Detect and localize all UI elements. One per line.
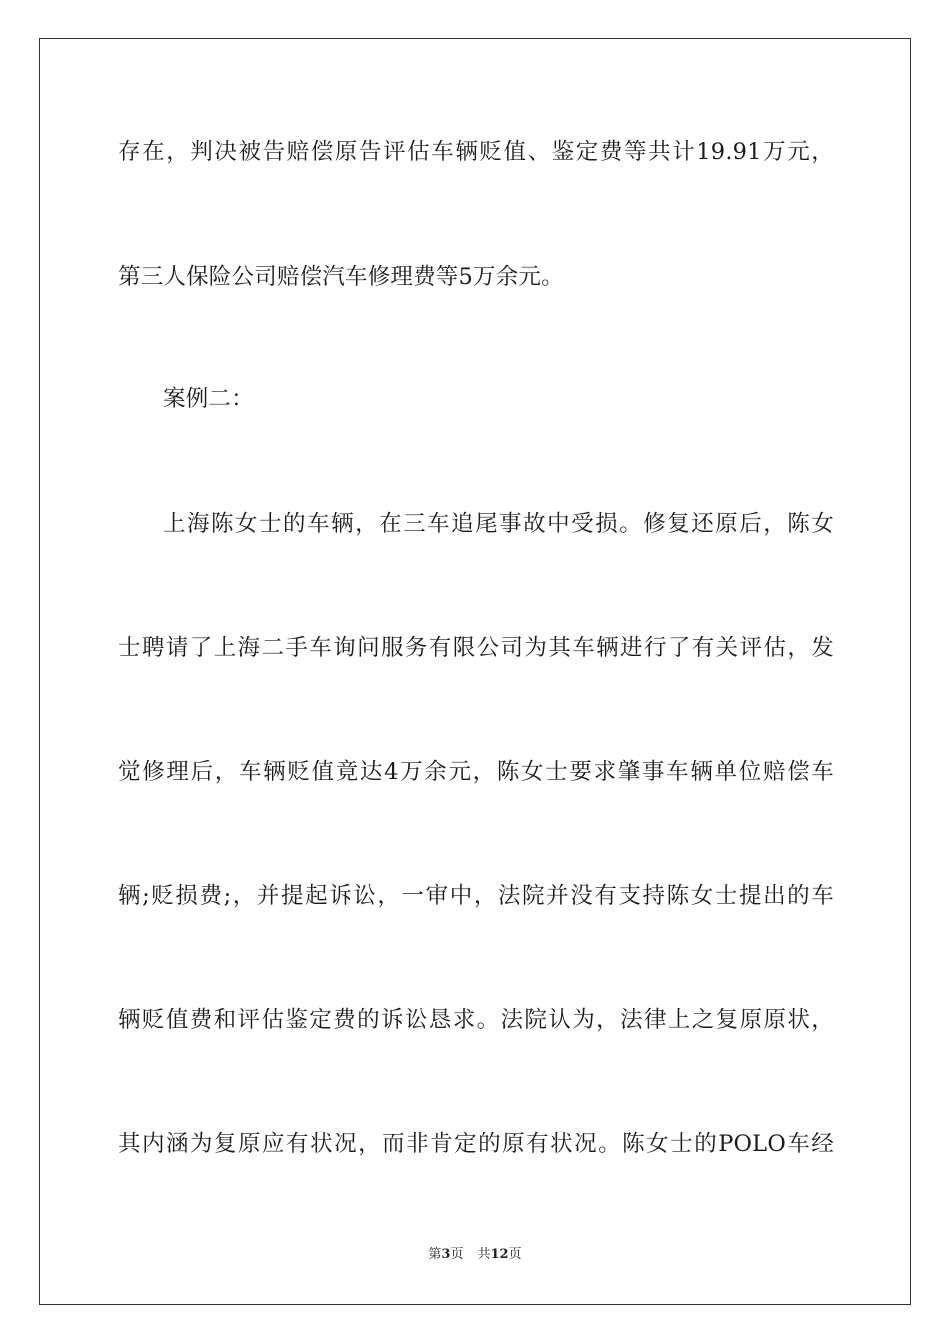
section-heading-case-two: 案例二： [163,386,254,412]
page-border [39,38,911,1305]
text-line-6: 觉修理后，车辆贬值竟达4万余元，陈女士要求肇事车辆单位赔偿车 [118,759,834,785]
text-line-1: 存在，判决被告赔偿原告评估车辆贬值、鉴定费等共计19.91万元， [118,139,834,165]
text-line-7: 辆;贬损费;，并提起诉讼，一审中，法院并没有支持陈女士提出的车 [118,883,834,909]
text-line-2: 第三人保险公司赔偿汽车修理费等5万余元。 [118,264,564,290]
page-footer [0,1246,950,1264]
text-line-9: 其内涵为复原应有状况，而非肯定的原有状况。陈女士的POLO车经 [118,1131,834,1157]
total-prefix: 共 [477,1247,491,1262]
page-prefix: 第 [428,1247,442,1262]
text-line-4: 上海陈女士的车辆，在三车追尾事故中受损。修复还原后，陈女 [163,511,834,537]
text-line-5: 士聘请了上海二手车询问服务有限公司为其车辆进行了有关评估，发 [118,635,834,661]
text-line-8: 辆贬值费和评估鉴定费的诉讼恳求。法院认为，法律上之复原原状， [118,1007,834,1033]
page-number: 3 [441,1247,451,1262]
page-suffix: 页 [450,1247,464,1262]
total-suffix: 页 [508,1247,522,1262]
total-pages: 12 [490,1247,509,1262]
